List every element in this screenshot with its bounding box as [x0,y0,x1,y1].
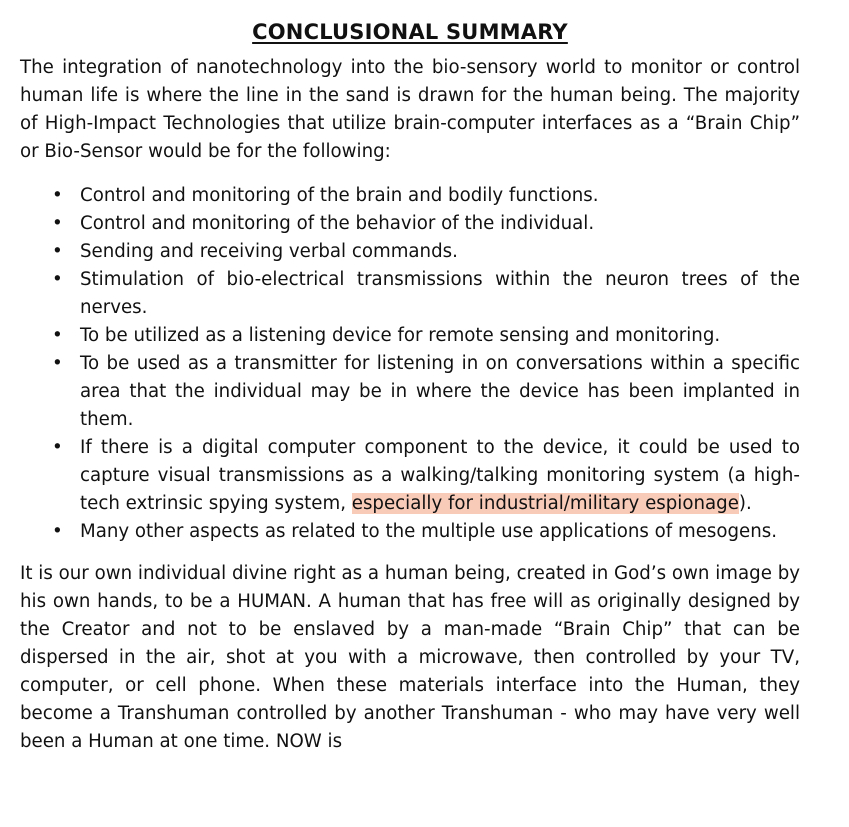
list-item [20,266,800,322]
intro-paragraph: The integration of nanotechnology into the bio-sensory world to monitor or control human life is where the line in the sand is drawn for the human being. The majority of High-Impact Technologies that utilize brain-computer interfaces as a “Brain Chip” or Bio-Sensor would be for the following: [20,57,800,162]
bullet-text: Control and monitoring of the brain and bodily functions. [80,185,599,206]
bullet-icon: • [52,521,63,542]
bullet-text: Sending and receiving verbal commands. [80,241,458,262]
bullet-text: Control and monitoring of the behavior of the individual. [80,213,595,234]
bullet-list [20,182,800,546]
bullet-text: Stimulation of bio-electrical transmissions within the neuron trees of the nerves. [80,269,800,318]
document-title: CONCLUSIONAL SUMMARY [252,20,568,44]
bullet-text: To be utilized as a listening device for remote sensing and monitoring. [80,325,721,346]
list-item [20,182,800,210]
bullet-icon: • [52,269,63,290]
bullet-icon: • [52,437,63,458]
bullet-text: To be used as a transmitter for listening in on conversations within a specific area that the individual may be in where the device has been implanted in them. [80,353,800,430]
bullet-icon: • [52,185,63,206]
list-item [20,210,800,238]
closing-paragraph: It is our own individual divine right as a human being, created in God’s own image by his own hands, to be a HUMAN. A human that has free will as originally designed by the Creator and not to be enslaved by a man-made “Brain Chip” that can be dispersed in the air, shot at you with a microwave, then controlled by your TV, computer, or cell phone. When these materials interface into the Human, they become a Transhuman controlled by another Transhuman - who may have very well been a Human at one time. NOW is [20,563,800,752]
list-item [20,434,800,518]
bullet-icon: • [52,241,63,262]
bullet-text: If there is a digital computer component to the device, it could be used to capture visual transmissions as a walking/talking monitoring system (a high-tech extrinsic spying system, [80,437,800,514]
highlighted-text: especially for industrial/military espionage [351,493,739,514]
bullet-text-end: ). [738,493,752,514]
list-item [20,350,800,434]
bullet-icon: • [52,325,63,346]
list-item [20,238,800,266]
document-page [20,0,800,756]
bullet-icon: • [52,353,63,374]
list-item [20,518,800,546]
bullet-icon: • [52,213,63,234]
list-item [20,322,800,350]
bullet-text: Many other aspects as related to the multiple use applications of mesogens. [80,521,778,542]
